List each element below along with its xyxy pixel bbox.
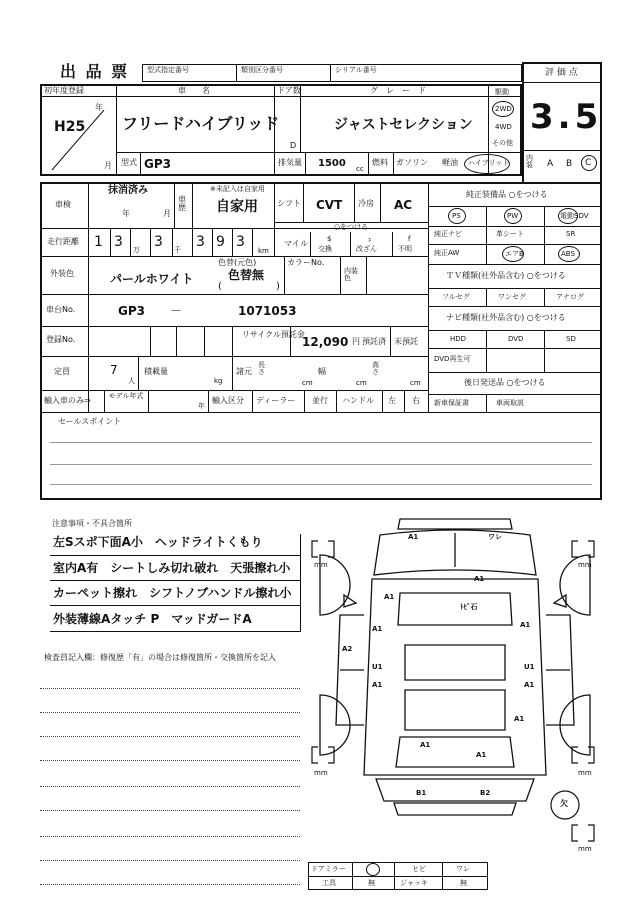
man-unit: 万 <box>133 246 140 254</box>
car-name: フリードハイブリッド <box>122 114 280 133</box>
km-unit: km <box>258 247 269 255</box>
fuel-gasoline: ガソリン <box>396 158 428 167</box>
interior-label: 内装 <box>526 154 533 169</box>
mark-a1-quarter-r: A1 <box>514 715 525 723</box>
fuel-label: 燃料 <box>372 158 388 167</box>
jack-value: 無 <box>460 879 467 887</box>
model-year-label: モデル年式 <box>108 392 144 400</box>
mm-unit-5: mm <box>578 845 592 853</box>
dims-label: 諸元 <box>236 367 252 376</box>
handle-label: ハンドル <box>342 396 374 405</box>
drive-2wd: 2WD <box>495 105 512 113</box>
car-damage-diagram <box>300 505 620 865</box>
note-line-3: カーペット擦れ シフトノブハンドル擦れ小 <box>53 586 292 600</box>
recycle-unpaid: 未預託 <box>394 337 418 346</box>
form-title: 出 品 票 <box>60 62 130 81</box>
tv-fullseg: フルセグ <box>442 293 470 301</box>
mark-a1-fender-l: A1 <box>384 593 395 601</box>
genuine-navi: 純正ナビ <box>434 230 462 238</box>
chassis-dash: － <box>170 304 183 318</box>
note-line-2: 室内A有 シートしみ切れ破れ 天張擦れ小 <box>53 561 291 575</box>
door-mirror-circle <box>366 863 380 876</box>
grade-label: グ レ ー ド <box>370 86 426 95</box>
inspection-month-unit: 月 <box>163 209 171 218</box>
door-label: ドア数 <box>277 86 301 95</box>
mark-a1-front: A1 <box>408 533 419 541</box>
length-cm: cm <box>302 379 313 387</box>
meter-altered: 改ざん <box>356 245 377 253</box>
genuine-aw: 純正AW <box>434 249 460 257</box>
mile-label: マイル <box>284 239 308 248</box>
inspector-label: 検査員記入欄：修復歴「有」の場合は修復箇所・交換箇所を記入 <box>44 653 276 662</box>
chassis-number: 1071053 <box>238 304 297 318</box>
handle-right: 右 <box>412 396 420 405</box>
load-unit: kg <box>214 377 223 385</box>
tools-value: 無 <box>368 879 375 887</box>
repaint-label: 色替(元色) <box>218 258 257 267</box>
mileage-digit-6: 3 <box>236 234 245 250</box>
eval-label: 評 価 点 <box>545 68 578 78</box>
mark-a1-rear-r: A1 <box>476 751 487 759</box>
sunroof: SR <box>566 230 576 238</box>
jack-label: ジャッキ <box>400 879 428 887</box>
genuine-title: 純正装備品 ○をつける <box>466 190 548 199</box>
history-note: ※未記入は自家用 <box>210 185 265 193</box>
chassis-label: 車台No. <box>46 305 76 314</box>
mileage-digit-4: 3 <box>196 234 205 250</box>
mileage-digit-5: 9 <box>216 234 225 250</box>
mileage-digit-2: 3 <box>114 234 123 250</box>
shift-label: シフト <box>277 199 301 208</box>
drive-4wd: 4WD <box>495 123 512 131</box>
mark-a1-rdoor-l: A1 <box>372 681 383 689</box>
fuel-diesel: 軽油 <box>442 158 458 167</box>
ware-label: ワレ <box>456 865 470 873</box>
recycle-paid: 預託済 <box>362 337 386 346</box>
grade-value: ジャストセレクション <box>334 117 473 133</box>
mm-unit-4: mm <box>578 769 592 777</box>
mark-a1-rdoor-r: A1 <box>524 681 535 689</box>
chassis-prefix: GP3 <box>118 304 145 318</box>
sales-point-label: セールスポイント <box>58 417 122 426</box>
displacement-unit: cc <box>356 165 364 173</box>
navi-dvd: DVD <box>508 335 524 343</box>
ac-label: 冷房 <box>358 199 374 208</box>
inspection-value: 抹消済み <box>108 185 148 196</box>
diagonal-slash <box>46 100 112 172</box>
month-unit: 月 <box>104 161 112 170</box>
mark-b2: B2 <box>480 789 491 797</box>
dvd-player: DVD再生可 <box>434 355 471 363</box>
first-reg-label: 初年度登録 <box>44 86 84 95</box>
year-unit: 年 <box>95 103 103 112</box>
model-cert-label: 型式指定番号 <box>147 66 189 74</box>
mark-ware: ワレ <box>488 533 502 541</box>
missing-mark: 欠 <box>560 799 568 808</box>
mileage-digit-1: 1 <box>94 234 103 250</box>
meter-exchange: 交換 <box>318 245 332 253</box>
import-class-label: 輸入区分 <box>212 396 244 405</box>
door-mirror-label: ドアミラー <box>311 865 346 873</box>
color-value: パールホワイト <box>110 272 194 286</box>
ps-label: PS <box>452 212 461 220</box>
first-reg-year: H25 <box>54 119 86 135</box>
airbag: エアB <box>505 250 524 258</box>
interior-c: C <box>585 158 592 168</box>
circle-hint: ○をつける <box>334 223 369 231</box>
note-line-1: 左Sスポ下面A小 ヘッドライトくもり <box>53 535 263 549</box>
car-name-label: 車 名 <box>178 86 210 95</box>
height-cm: cm <box>410 379 421 387</box>
door-unit: D <box>290 141 297 150</box>
notes-title: 注意事項・不具合箇所 <box>52 519 132 528</box>
mark-u1-r: U1 <box>524 663 535 671</box>
mileage-label: 走行距離 <box>47 237 79 246</box>
pw-label: PW <box>507 212 519 220</box>
hibi-label: ヒビ <box>412 865 426 873</box>
recycle-unit: 円 <box>352 337 360 346</box>
note-line-4: 外装薄線Aタッチ P マッドガードA <box>53 612 252 626</box>
interior-b: B <box>566 159 573 169</box>
shift-value: CVT <box>316 198 343 212</box>
height-label: 高さ <box>372 361 379 376</box>
eval-score: 3.5 <box>530 97 603 137</box>
capacity-unit: 人 <box>128 377 135 385</box>
width-cm: cm <box>356 379 367 387</box>
inspection-year-unit: 年 <box>122 209 130 218</box>
mm-unit-2: mm <box>578 561 592 569</box>
drive-label: 駆動 <box>495 88 509 96</box>
handle-left: 左 <box>388 396 396 405</box>
header-id-row <box>142 64 522 82</box>
model-label: 型式 <box>121 158 137 167</box>
interior-a: A <box>547 159 554 169</box>
abs: ABS <box>561 250 575 258</box>
warranty: 新車保証書 <box>434 399 469 407</box>
mark-a1-rear-l: A1 <box>420 741 431 749</box>
tv-analog: アナログ <box>556 293 584 301</box>
history-value: 自家用 <box>216 199 258 215</box>
color-label: 外装色 <box>50 269 74 278</box>
mark-a1-door-l: A1 <box>372 625 383 633</box>
ev-label: 電動SDV <box>560 212 589 220</box>
manual: 車両取説 <box>496 399 524 407</box>
displacement-value: 1500 <box>318 158 346 169</box>
history-label: 車歴 <box>178 195 186 212</box>
interior-color-label: 内装色 <box>344 267 358 282</box>
recycle-label: リサイクル預託金 <box>242 330 305 339</box>
inspection-label: 車検 <box>55 200 71 209</box>
parallel-option: 並行 <box>312 396 328 405</box>
model-value: GP3 <box>144 157 171 171</box>
meter-unknown: 不明 <box>398 245 412 253</box>
navi-hdd: HDD <box>450 335 467 343</box>
leather-seat: 革シート <box>496 230 524 238</box>
recycle-value: 12,090 <box>302 335 349 349</box>
displacement-label: 排気量 <box>278 158 302 167</box>
tools-label: 工具 <box>322 879 336 887</box>
tv-oneseg: ワンセグ <box>498 293 526 301</box>
reg-no-label: 登録No. <box>46 335 76 344</box>
capacity-label: 定員 <box>54 367 70 376</box>
model-year-unit: 年 <box>198 402 205 410</box>
navi-title: ナビ種類(社外品含む) ○をつける <box>446 313 566 322</box>
load-label: 積載量 <box>144 367 168 376</box>
ac-value: AC <box>394 198 413 212</box>
import-label: 輸入車のみ⇒ <box>44 396 91 405</box>
capacity-value: 7 <box>110 363 118 377</box>
width-label: 幅 <box>318 367 326 376</box>
repaint-value: 色替無 <box>228 268 265 282</box>
mm-unit-1: mm <box>314 561 328 569</box>
class-label: 類別区分番号 <box>241 66 283 74</box>
fuel-hybrid: ハイブリット <box>468 159 510 167</box>
color-no-label: カラーNo. <box>287 258 325 267</box>
mark-b1: B1 <box>416 789 427 797</box>
sen-unit: 千 <box>174 246 181 254</box>
mileage-digit-3: 3 <box>154 234 163 250</box>
mark-a2: A2 <box>342 645 353 653</box>
mark-a1-door-r: A1 <box>520 621 531 629</box>
mark-tobiishi: ﾄﾋﾞ石 <box>460 603 478 611</box>
tv-title: ＴＶ種類(社外品含む) ○をつける <box>446 271 566 280</box>
length-label: 長さ <box>258 361 265 376</box>
navi-sd: SD <box>566 335 576 343</box>
later-title: 後日発送品 ○をつける <box>464 378 546 387</box>
mm-unit-3: mm <box>314 769 328 777</box>
dealer-option: ディーラー <box>256 396 296 405</box>
serial-label: シリアル番号 <box>335 66 377 74</box>
mark-u1-l: U1 <box>372 663 383 671</box>
drive-other: その他 <box>492 139 513 147</box>
mark-a1-hood: A1 <box>474 575 485 583</box>
